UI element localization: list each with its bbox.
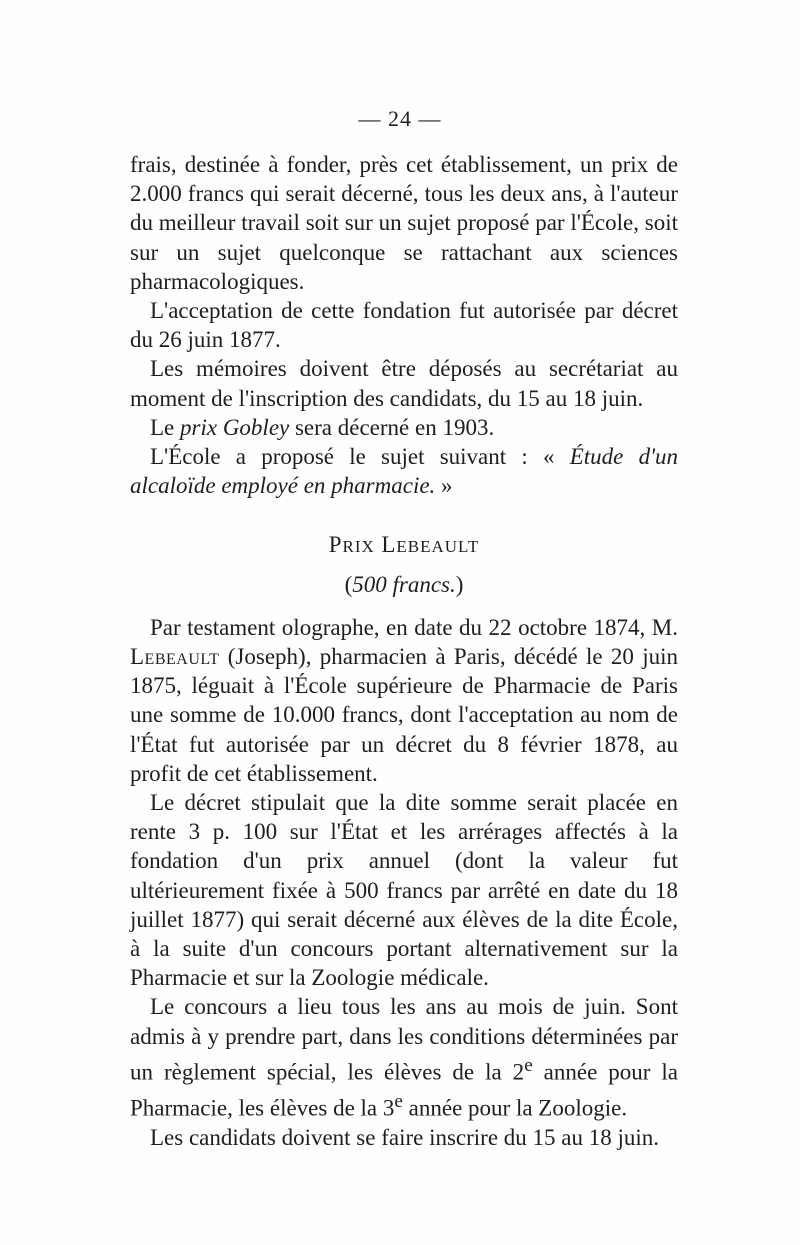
paragraph-inscription: Les candidats doivent se faire inscrire du 15 au 18 juin. [150, 1124, 660, 1150]
page-number: — 24 — [358, 106, 442, 131]
heading-initial: P [328, 532, 343, 558]
italic-prize-name: prix Gobley [180, 414, 290, 440]
paragraph-memoires: Les mémoires doivent être déposés au secrétariat au moment de l'inscription des candidats, du 15 au 18 juin. [130, 356, 678, 411]
heading-initial: L [381, 532, 397, 558]
paragraph-continuation: frais, destinée à fonder, près cet établissement, un prix de 2.000 francs qui serait décerné, tous les deux ans, à l'auteur du meilleur travail soit sur un sujet proposé par l'École, soit sur un sujet quelconque se rattachant aux sciences pharmacologiques. [130, 152, 678, 294]
text-segment: » [435, 473, 453, 499]
body-text [130, 150, 678, 1152]
superscript: e [524, 1054, 533, 1076]
text-segment: (Joseph), pharmacien à Paris, décédé le 20 juin 1875, léguait à l'École supérieure de Pharmacie de Paris une somme de 10.000 francs, dont l'acceptation au nom de l'État fut autorisée par un décret du 8 février 1878, au profit de cet établissement. [130, 644, 678, 786]
paragraph-sujet [130, 442, 678, 500]
text-segment: sera décerné en 1903. [289, 414, 495, 440]
text-segment: L'École a proposé le sujet suivant : « [150, 444, 570, 470]
heading-small-caps: RIX [342, 537, 375, 557]
text-segment: Le concours a lieu tous les ans au mois de juin. Sont admis à y prendre part, dans les conditions déterminées par un règlement spécial, les élèves de la 2 [130, 994, 678, 1085]
superscript: e [394, 1090, 403, 1112]
text-segment: Le [150, 414, 181, 440]
paren-close: ) [455, 571, 464, 597]
italic-subject: Étude d'un alcaloïde employé en pharmacie. [130, 444, 678, 499]
paren-open: ( [344, 571, 353, 597]
person-name: Lebeault [130, 644, 220, 670]
prize-amount: 500 francs. [352, 571, 456, 597]
section-heading [130, 530, 678, 561]
paragraph-testament [130, 613, 678, 788]
heading-small-caps: EBEAULT [396, 537, 480, 557]
section-subheading [130, 570, 678, 599]
paragraph-concours [130, 992, 678, 1122]
paragraph-prix-gobley [130, 413, 678, 442]
text-segment: année pour la Zoologie. [402, 1095, 628, 1121]
text-segment: Par testament olographe, en date du 22 octobre 1874, M. [150, 614, 678, 640]
paragraph-decret: Le décret stipulait que la dite somme serait placée en rente 3 p. 100 sur l'État et les arrérages affectés à la fondation d'un prix annuel (dont la valeur fut ultérieurement fixée à 500 francs par arrêté en date du 18 juillet 1877) qui serait décerné aux élèves de la dite École, à la suite d'un concours portant alternativement sur la Pharmacie et sur la Zoologie médicale. [130, 790, 678, 991]
text-segment: année pour la Pharmacie, les élèves de la 3 [130, 1059, 678, 1121]
paragraph-acceptation: L'acceptation de cette fondation fut autorisée par décret du 26 juin 1877. [130, 298, 678, 353]
